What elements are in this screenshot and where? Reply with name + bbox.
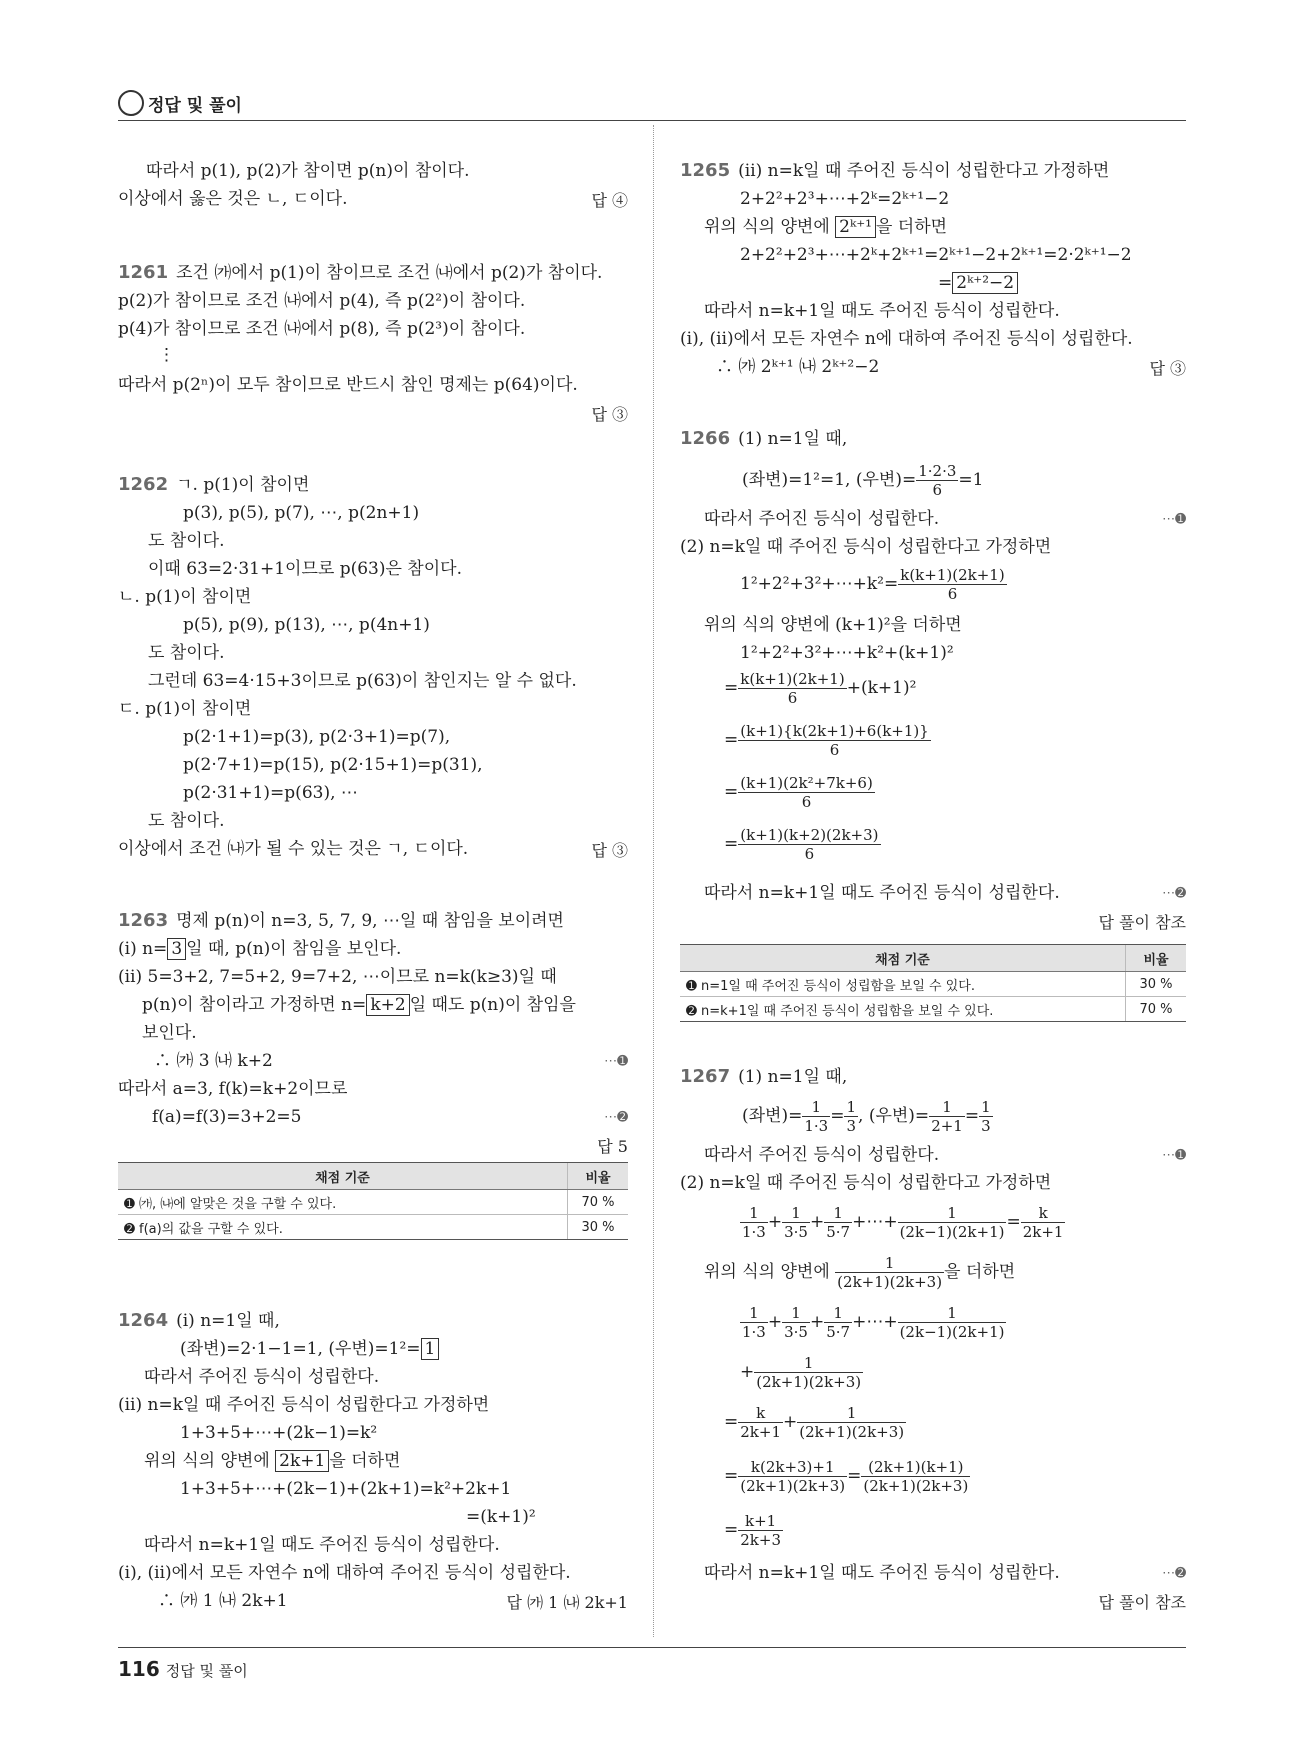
text-line: 1²+2²+3²+⋯+k²+(k+1)² xyxy=(740,643,954,663)
text-line: 보인다. xyxy=(142,1023,197,1043)
text-line: 따라서 p(2ⁿ)이 모두 참이므로 반드시 참인 명제는 p(64)이다. xyxy=(118,375,578,395)
answer-label: 답 ④ xyxy=(591,191,628,210)
step-marker: ⋯➋ xyxy=(604,1110,628,1125)
text-line: 따라서 n=k+1일 때도 주어진 등식이 성립한다. xyxy=(144,1535,500,1555)
fraction: $\frac{1}{2+1}$ xyxy=(931,1098,963,1135)
footer-label: 정답 및 풀이 xyxy=(165,1662,248,1680)
page-number: 116 xyxy=(118,1657,160,1681)
text-line: (좌변)= $\frac{1}{1\cdot 3}$ = $\frac{1}{3}$ , (우변)= $\frac{1}{2+1}$ = $\frac{1}{3}$ xyxy=(742,1098,991,1135)
boxed-answer: 2ᵏ⁺²−2 xyxy=(952,272,1018,294)
table-row: ➋ n=k+1일 때 주어진 등식이 성립함을 보일 수 있다. 70 % xyxy=(680,997,1186,1022)
fraction: $\frac{1}{1\cdot 3}$ xyxy=(742,1304,766,1341)
fraction: $\frac{k}{2k+1}$ xyxy=(1022,1204,1064,1241)
answer-label: 답 ③ xyxy=(1149,359,1186,378)
scoring-table xyxy=(118,1162,628,1240)
scoring-table xyxy=(680,944,1186,1022)
fraction: $\frac{(2k+1)(k+1)}{(2k+1)(2k+3)}$ xyxy=(863,1458,969,1495)
problem-number: 1263 xyxy=(118,910,169,931)
text-line: ㄷ. p(1)이 참이면 xyxy=(118,699,252,719)
text-line: p(2·7+1)=p(15), p(2·15+1)=p(31), xyxy=(183,755,483,775)
answer-label: 답 ③ xyxy=(591,841,628,860)
vertical-dots: ⋮ xyxy=(158,345,175,365)
text-line: 위의 식의 양변에 2k+1 을 더하면 xyxy=(144,1451,401,1471)
fraction: $\frac{1}{5\cdot 7}$ xyxy=(826,1304,851,1341)
answer-label: 답 풀이 참조 xyxy=(1098,913,1186,932)
problem-1261: 1261 조건 ㈎에서 p(1)이 참이므로 조건 ㈏에서 p(2)가 참이다. xyxy=(118,262,603,283)
text-line: (ⅰ), (ⅱ)에서 모든 자연수 n에 대하여 주어진 등식이 성립한다. xyxy=(118,1563,571,1583)
text-line: 2+2²+2³+⋯+2ᵏ=2ᵏ⁺¹−2 xyxy=(740,189,950,209)
smiley-logo-icon xyxy=(118,90,144,116)
step-marker: ⋯➋ xyxy=(1162,886,1186,901)
fraction: $\frac{k(k+1)(2k+1)}{6}$ xyxy=(900,566,1005,603)
problem-number: 1264 xyxy=(118,1310,169,1331)
text-line: = $\frac{k(k+1)(2k+1)}{6}$ +(k+1)² xyxy=(724,670,917,707)
fraction: $\frac{1}{3}$ xyxy=(846,1098,857,1135)
problem-number: 1266 xyxy=(680,428,731,449)
answer-label: 답 5 xyxy=(597,1137,628,1156)
text-line: 따라서 n=k+1일 때도 주어진 등식이 성립한다. xyxy=(704,1563,1060,1583)
text-line: p(2·31+1)=p(63), ⋯ xyxy=(183,783,358,803)
text-line: (2) n=k일 때 주어진 등식이 성립한다고 가정하면 xyxy=(680,537,1052,557)
problem-number: 1261 xyxy=(118,262,169,283)
fraction: $\frac{k(k+1)(2k+1)}{6}$ xyxy=(740,670,845,707)
table-header: 채점 기준 xyxy=(118,1163,568,1190)
text-line: + $\frac{1}{(2k+1)(2k+3)}$ xyxy=(740,1354,862,1391)
text-line: 1+3+5+⋯+(2k−1)+(2k+1)=k²+2k+1 xyxy=(180,1479,512,1499)
text-line: 위의 식의 양변에 (k+1)²을 더하면 xyxy=(704,615,962,635)
text-line: 위의 식의 양변에 2ᵏ⁺¹ 을 더하면 xyxy=(704,217,948,237)
text-line: (좌변)=1²=1, (우변)= $\frac{1\cdot 2\cdot 3}{6}$ =1 xyxy=(742,462,984,499)
text-line: = $\frac{\text{(k+1)(2k²+7k+6)}}{6}$ xyxy=(724,774,873,811)
fraction: $\frac{1}{3\cdot 5}$ xyxy=(784,1204,808,1241)
fraction: $\frac{1\cdot 2\cdot 3}{6}$ xyxy=(918,462,957,499)
fraction: $\frac{k}{2k+1}$ xyxy=(740,1404,781,1441)
text-line: (좌변)=2·1−1=1, (우변)=1²= 1 xyxy=(180,1338,439,1360)
text-line: 위의 식의 양변에 $\frac{1}{(2k+1)(2k+3)}$ 을 더하면 xyxy=(704,1254,1016,1291)
fraction: $\frac{1}{1\cdot 3}$ xyxy=(742,1204,766,1241)
text-line: (ⅱ) 5=3+2, 7=5+2, 9=7+2, ⋯이므로 n=k(k≥3)일 때 xyxy=(118,967,557,987)
problem-number: 1262 xyxy=(118,474,169,495)
text-line: 1+3+5+⋯+(2k−1)=k² xyxy=(180,1423,378,1443)
text-line: 따라서 주어진 등식이 성립한다. xyxy=(704,509,940,529)
table-row: ➋ f(a)의 값을 구할 수 있다. 30 % xyxy=(118,1215,628,1240)
text-line: p(2·1+1)=p(3), p(2·3+1)=p(7), xyxy=(183,727,451,747)
problem-number: 1267 xyxy=(680,1066,731,1087)
text-line: p(2)가 참이므로 조건 ㈏에서 p(4), 즉 p(2²)이 참이다. xyxy=(118,291,526,311)
step-marker: ⋯➊ xyxy=(604,1054,628,1069)
step-marker: ⋯➋ xyxy=(1162,1566,1186,1581)
problem-1265: 1265 (ⅱ) n=k일 때 주어진 등식이 성립한다고 가정하면 xyxy=(680,160,1110,181)
text-line: p(5), p(9), p(13), ⋯, p(4n+1) xyxy=(183,615,430,635)
step-marker: ⋯➊ xyxy=(1162,1148,1186,1163)
text-line: 따라서 a=3, f(k)=k+2이므로 xyxy=(118,1079,348,1099)
fraction: $\frac{(k+1)\{k(2k+1)+6(k+1)\}}{6}$ xyxy=(740,722,929,759)
text-line: = $\frac{k(2k+3)+1}{(2k+1)(2k+3)}$ = $\frac{(2k+1)(k+1)}{(2k+1)(2k+3)}$ xyxy=(724,1458,969,1495)
text-line: 따라서 n=k+1일 때도 주어진 등식이 성립한다. xyxy=(704,883,1060,903)
text-line: (ⅱ) n=k일 때 주어진 등식이 성립한다고 가정하면 xyxy=(118,1395,490,1415)
text-line: (2) n=k일 때 주어진 등식이 성립한다고 가정하면 xyxy=(680,1173,1052,1193)
fraction: $\frac{1}{3}$ xyxy=(981,1098,991,1135)
fraction: $\frac{1}{1\cdot 3}$ xyxy=(804,1098,829,1135)
text-line: = $\frac{(k+1)\{k(2k+1)+6(k+1)\}}{6}$ xyxy=(724,722,929,759)
text-line: (ⅰ), (ⅱ)에서 모든 자연수 n에 대하여 주어진 등식이 성립한다. xyxy=(680,329,1133,349)
problem-1263: 1263 명제 p(n)이 n=3, 5, 7, 9, ⋯일 때 참임을 보이려면 xyxy=(118,910,564,931)
text-line: 따라서 p(1), p(2)가 참이면 p(n)이 참이다. xyxy=(146,161,470,181)
text-line: $\frac{1}{1\cdot 3}$ + $\frac{1}{3\cdot 5}$ + $\frac{1}{5\cdot 7}$ +⋯+ $\frac{1}{(2k-1)(2k+1)}$ = $\frac{k}{2k+1}$ xyxy=(742,1204,1064,1241)
header-title: 정답 및 풀이 xyxy=(148,96,242,116)
text-line: 도 참이다. xyxy=(148,531,225,551)
text-line: 이상에서 조건 ㈏가 될 수 있는 것은 ㄱ, ㄷ이다. xyxy=(118,839,469,859)
text-line: ∴ ㈎ 2ᵏ⁺¹ ㈏ 2ᵏ⁺²−2 xyxy=(716,357,880,377)
text-line: 따라서 n=k+1일 때도 주어진 등식이 성립한다. xyxy=(704,301,1060,321)
fraction: $\frac{1}{(2k+1)(2k+3)}$ xyxy=(837,1254,943,1291)
fraction: $\frac{1}{(2k-1)(2k+1)}$ xyxy=(899,1204,1005,1241)
text-line: (ⅰ) n= 3 일 때, p(n)이 참임을 보인다. xyxy=(118,939,402,959)
text-line: 따라서 주어진 등식이 성립한다. xyxy=(144,1367,380,1387)
fraction: $\frac{\text{(k+1)(2k²+7k+6)}}{6}$ xyxy=(740,774,873,811)
text-line: 이상에서 옳은 것은 ㄴ, ㄷ이다. xyxy=(118,189,348,209)
problem-1262: 1262 ㄱ. p(1)이 참이면 xyxy=(118,474,310,495)
text-line: = 2ᵏ⁺²−2 xyxy=(938,272,1018,294)
fraction: $\frac{(k+1)(k+2)(2k+3)}{6}$ xyxy=(740,826,879,863)
text-line: 이때 63=2·31+1이므로 p(63)은 참이다. xyxy=(148,559,462,579)
table-header: 채점 기준 xyxy=(680,945,1126,972)
page-footer xyxy=(118,1657,248,1681)
text-line: = $\frac{(k+1)(k+2)(2k+3)}{6}$ xyxy=(724,826,879,863)
text-line: ∴ ㈎ 3 ㈏ k+2 xyxy=(154,1051,273,1071)
problem-1264: 1264 (ⅰ) n=1일 때, xyxy=(118,1310,280,1331)
text-line: =(k+1)² xyxy=(466,1507,536,1527)
text-line: ㄴ. p(1)이 참이면 xyxy=(118,587,252,607)
answer-label: 답 풀이 참조 xyxy=(1098,1593,1186,1612)
text-line: f(a)=f(3)=3+2=5 xyxy=(152,1107,302,1127)
answer-label: 답 ㈎ 1 ㈏ 2k+1 xyxy=(506,1593,628,1612)
text-line: = $\frac{k}{2k+1}$ + $\frac{1}{(2k+1)(2k+3)}$ xyxy=(724,1404,905,1441)
fraction: $\frac{1}{(2k+1)(2k+3)}$ xyxy=(799,1404,905,1441)
text-line: 도 참이다. xyxy=(148,643,225,663)
boxed-answer: 3 xyxy=(167,938,186,960)
text-line: $\frac{1}{1\cdot 3}$ + $\frac{1}{3\cdot 5}$ + $\frac{1}{5\cdot 7}$ +⋯+ $\frac{1}{(2k-1)(2k+1)}$ xyxy=(742,1304,1005,1341)
text-line: p(n)이 참이라고 가정하면 n= k+2 일 때도 p(n)이 참임을 xyxy=(142,995,576,1015)
fraction: $\frac{k+1}{2k+3}$ xyxy=(740,1512,781,1549)
fraction: $\frac{1}{5\cdot 7}$ xyxy=(826,1204,851,1241)
table-row: ➊ ㈎, ㈏에 알맞은 것을 구할 수 있다. 70 % xyxy=(118,1190,628,1215)
footer-rule xyxy=(118,1647,1186,1648)
fraction: $\frac{1}{(2k-1)(2k+1)}$ xyxy=(899,1304,1005,1341)
problem-1267: 1267 (1) n=1일 때, xyxy=(680,1066,848,1087)
text-line: 1²+2²+3²+⋯+k²= $\frac{k(k+1)(2k+1)}{6}$ xyxy=(740,566,1005,603)
table-row: ➊ n=1일 때 주어진 등식이 성립함을 보일 수 있다. 30 % xyxy=(680,972,1186,997)
text-line: p(4)가 참이므로 조건 ㈏에서 p(8), 즉 p(2³)이 참이다. xyxy=(118,319,526,339)
boxed-answer: k+2 xyxy=(366,994,409,1016)
column-divider xyxy=(653,125,654,1637)
table-header: 비율 xyxy=(1126,945,1187,972)
boxed-answer: 1 xyxy=(421,1338,440,1360)
boxed-answer: 2ᵏ⁺¹ xyxy=(835,216,876,238)
text-line: 그런데 63=4·15+3이므로 p(63)이 참인지는 알 수 없다. xyxy=(148,671,577,691)
problem-1266: 1266 (1) n=1일 때, xyxy=(680,428,848,449)
page-header xyxy=(118,88,1186,121)
text-line: 따라서 주어진 등식이 성립한다. xyxy=(704,1145,940,1165)
problem-number: 1265 xyxy=(680,160,731,181)
table-header: 비율 xyxy=(568,1163,629,1190)
fraction: $\frac{1}{(2k+1)(2k+3)}$ xyxy=(756,1354,862,1391)
fraction: $\frac{k(2k+3)+1}{(2k+1)(2k+3)}$ xyxy=(740,1458,846,1495)
text-line: 2+2²+2³+⋯+2ᵏ+2ᵏ⁺¹=2ᵏ⁺¹−2+2ᵏ⁺¹=2·2ᵏ⁺¹−2 xyxy=(740,245,1132,265)
step-marker: ⋯➊ xyxy=(1162,512,1186,527)
answer-label: 답 ③ xyxy=(591,405,628,424)
text-line: 도 참이다. xyxy=(148,811,225,831)
text-line: = $\frac{k+1}{2k+3}$ xyxy=(724,1512,781,1549)
text-line: p(3), p(5), p(7), ⋯, p(2n+1) xyxy=(183,503,420,523)
boxed-answer: 2k+1 xyxy=(275,1450,329,1472)
text-line: ∴ ㈎ 1 ㈏ 2k+1 xyxy=(158,1591,288,1611)
fraction: $\frac{1}{3\cdot 5}$ xyxy=(784,1304,808,1341)
